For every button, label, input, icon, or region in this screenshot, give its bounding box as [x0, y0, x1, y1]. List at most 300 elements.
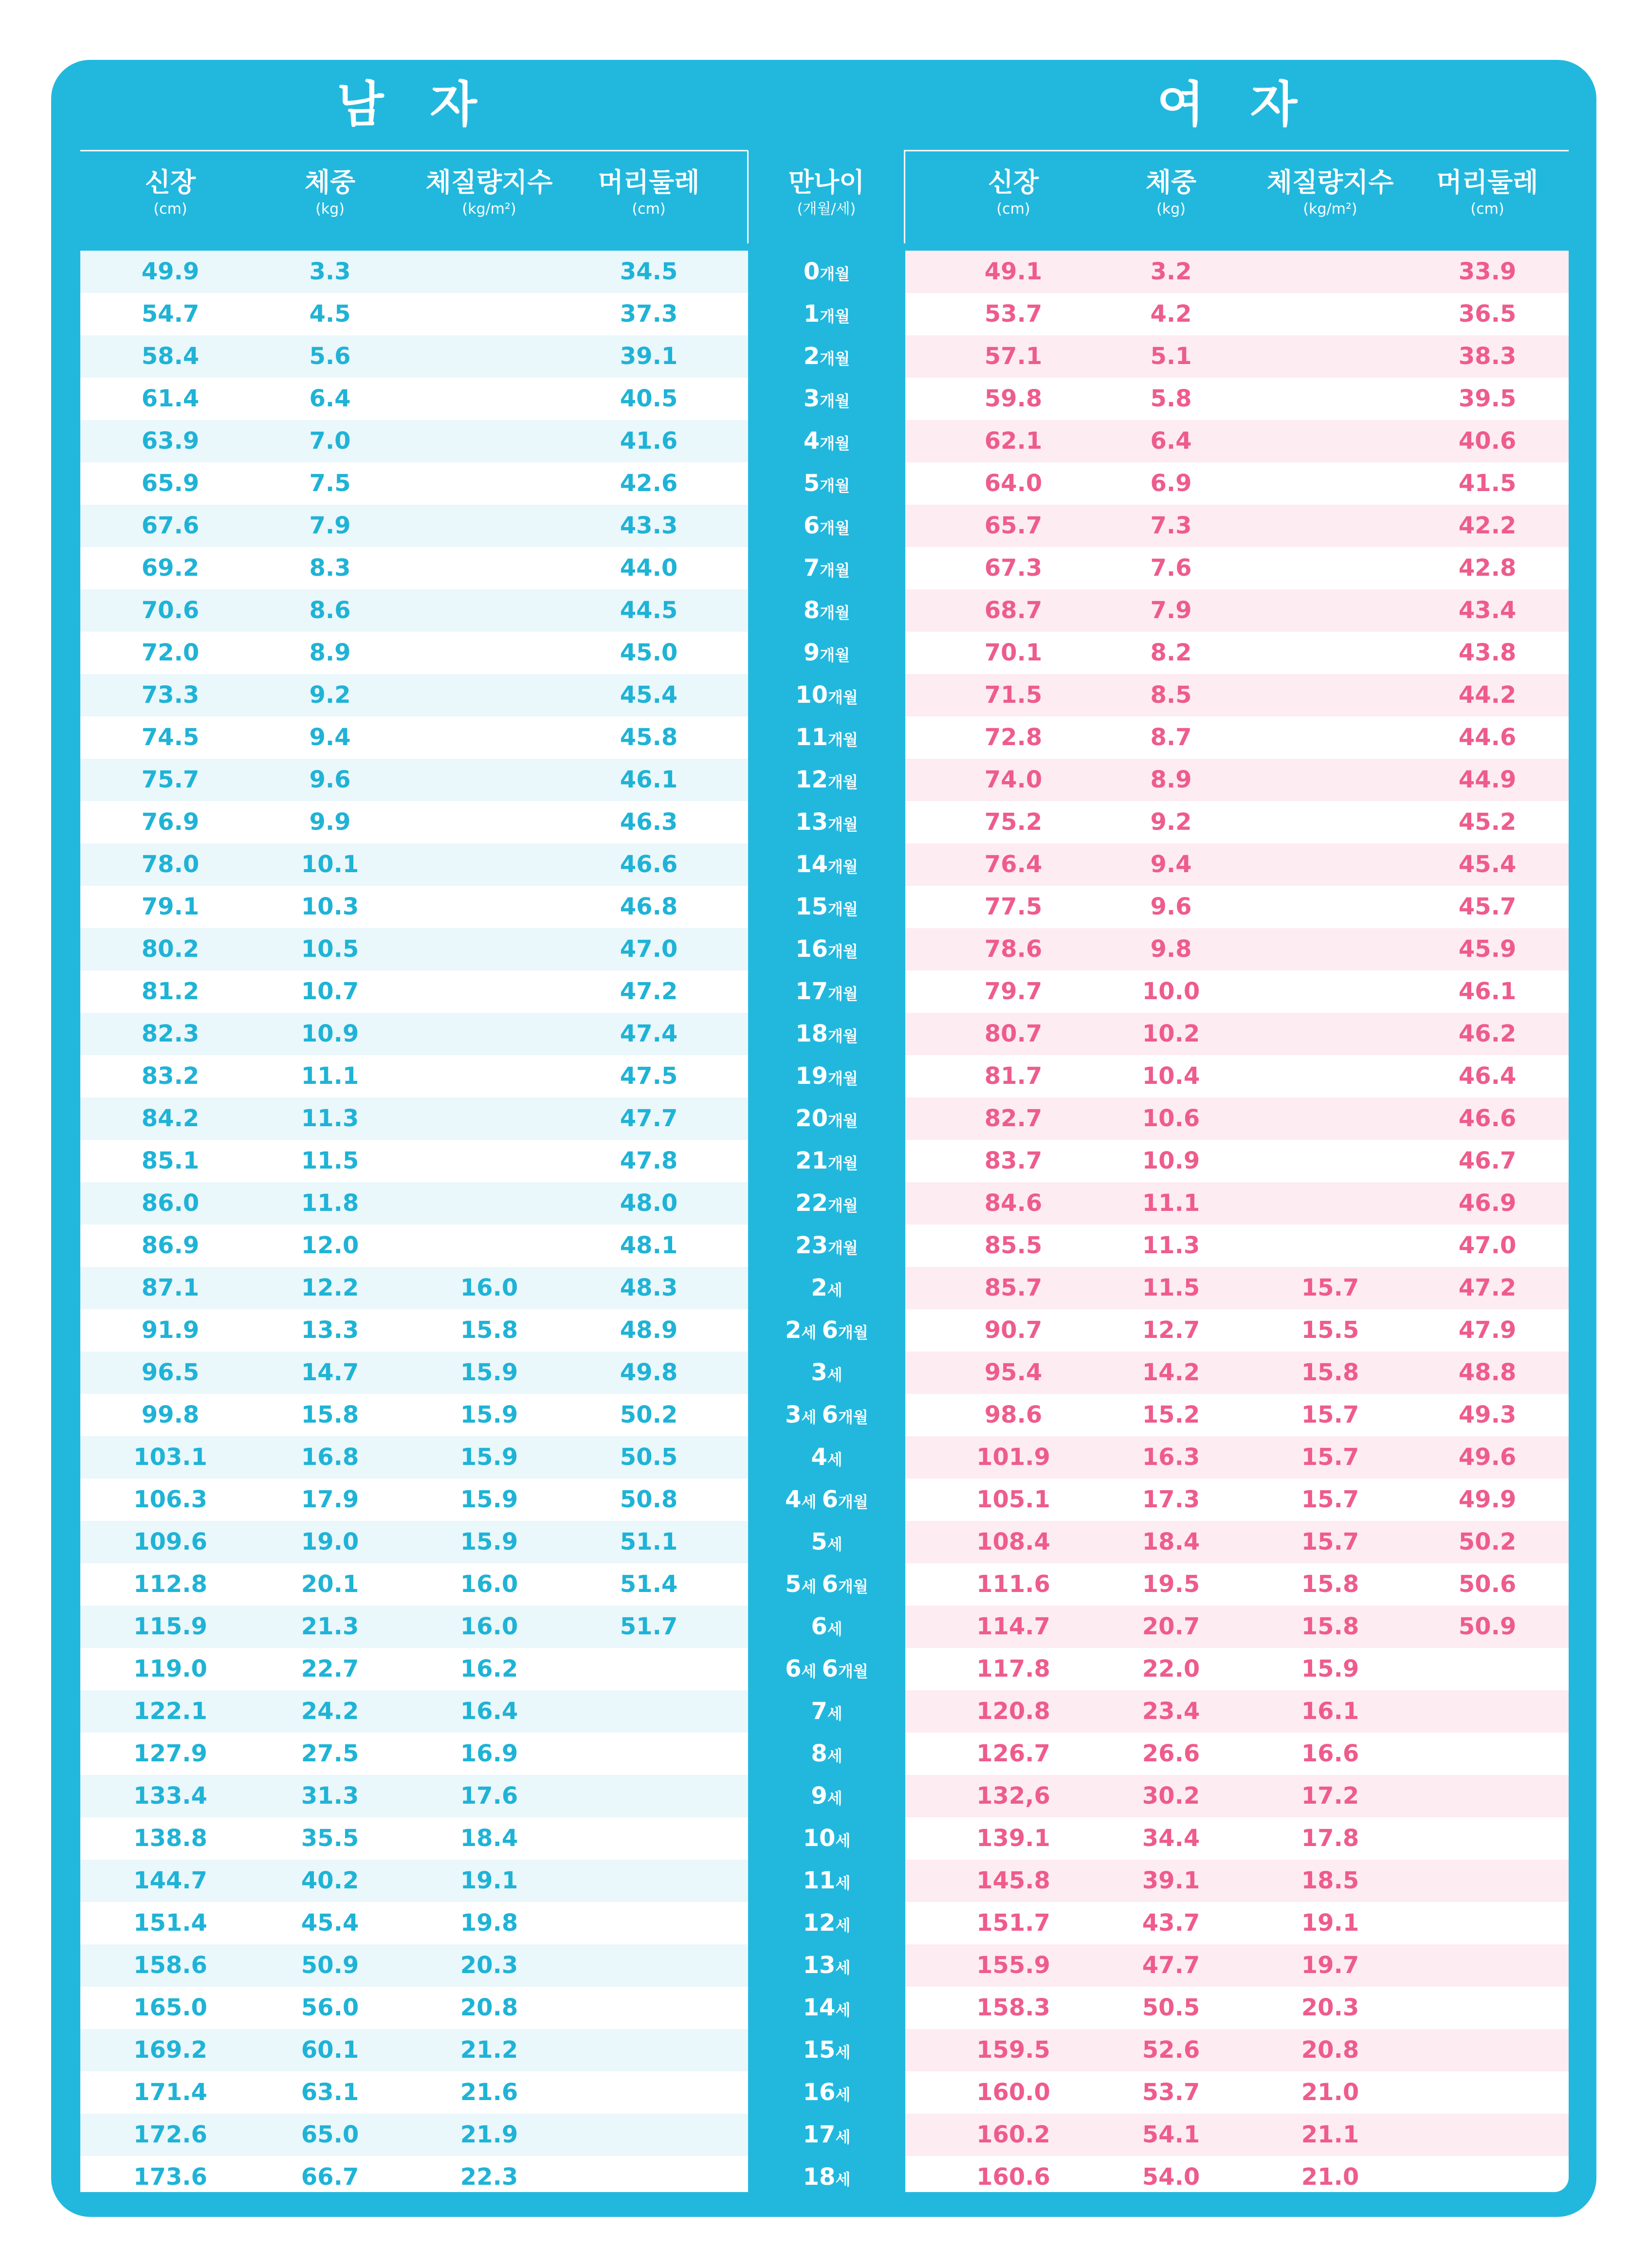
female-head-cell: 42.8 — [1458, 554, 1517, 582]
male-height-cell: 75.7 — [141, 766, 200, 793]
female-row — [905, 1225, 1569, 1267]
male-head-cell: 51.1 — [620, 1528, 678, 1555]
female-bmi-cell: 20.3 — [1301, 1994, 1359, 2021]
male-row — [80, 1817, 748, 1860]
female-height-cell: 160.6 — [976, 2163, 1050, 2191]
header-unit: (kg/m²) — [462, 201, 516, 218]
male-row — [80, 1309, 748, 1352]
male-row — [80, 632, 748, 674]
age-label — [748, 2029, 905, 2071]
male-header-bmi — [426, 165, 553, 219]
male-weight-cell: 14.7 — [301, 1359, 359, 1386]
female-weight-cell: 9.6 — [1150, 893, 1192, 920]
female-weight-cell: 16.3 — [1142, 1444, 1200, 1471]
male-bmi-cell: 21.9 — [460, 2121, 518, 2148]
age-unit: 개월 — [820, 434, 850, 453]
male-header-head — [598, 165, 700, 219]
female-row — [905, 928, 1569, 970]
male-row — [80, 843, 748, 886]
female-row — [905, 251, 1569, 293]
female-height-cell: 105.1 — [976, 1486, 1050, 1513]
age-number: 3 — [803, 385, 820, 412]
age-unit: 세 — [835, 2128, 851, 2146]
male-row — [80, 970, 748, 1013]
age-unit: 개월 — [838, 1577, 868, 1596]
female-weight-cell: 23.4 — [1142, 1698, 1200, 1725]
age-label — [748, 1733, 905, 1775]
female-weight-cell: 47.7 — [1142, 1952, 1200, 1979]
age-label — [748, 1352, 905, 1394]
female-bmi-cell: 19.1 — [1301, 1909, 1359, 1937]
age-unit: 개월 — [820, 646, 850, 664]
female-bmi-cell: 17.2 — [1301, 1782, 1359, 1810]
age-unit: 세 — [835, 2170, 851, 2189]
female-head-cell: 44.9 — [1458, 766, 1517, 793]
male-bmi-cell: 15.9 — [460, 1359, 518, 1386]
age-unit: 개월 — [827, 815, 858, 834]
age-label — [748, 759, 905, 801]
male-height-cell: 96.5 — [141, 1359, 200, 1386]
male-row — [80, 1182, 748, 1225]
age-number: 12 — [803, 1909, 836, 1937]
female-head-cell: 45.2 — [1458, 808, 1517, 836]
male-row — [80, 547, 748, 589]
male-row — [80, 1521, 748, 1563]
male-head-cell: 44.0 — [620, 554, 678, 582]
female-head-cell: 38.3 — [1458, 343, 1517, 370]
male-head-cell: 43.3 — [620, 512, 678, 539]
female-row — [905, 886, 1569, 928]
female-row — [905, 1309, 1569, 1352]
age-number: 6 — [785, 1655, 802, 1683]
male-row — [80, 1013, 748, 1055]
male-weight-cell: 27.5 — [301, 1740, 359, 1767]
female-weight-cell: 5.1 — [1150, 343, 1192, 370]
male-weight-cell: 11.3 — [301, 1105, 359, 1132]
male-height-cell: 106.3 — [133, 1486, 207, 1513]
age-label — [748, 632, 905, 674]
male-bmi-cell: 20.3 — [460, 1952, 518, 1979]
male-header-weight — [305, 165, 355, 219]
female-row — [905, 2156, 1569, 2192]
age-unit: 세 — [835, 2043, 851, 2062]
age-number: 7 — [803, 554, 820, 582]
female-row — [905, 1436, 1569, 1479]
male-row — [80, 1860, 748, 1902]
female-weight-cell: 19.5 — [1142, 1571, 1200, 1598]
male-row — [80, 1902, 748, 1944]
male-weight-cell: 56.0 — [301, 1994, 359, 2021]
age-unit: 개월 — [820, 561, 850, 580]
female-head-cell: 47.0 — [1458, 1232, 1517, 1259]
age-number: 15 — [795, 893, 828, 920]
female-row — [905, 462, 1569, 505]
female-head-cell: 48.8 — [1458, 1359, 1517, 1386]
male-weight-cell: 16.8 — [301, 1444, 359, 1471]
male-weight-cell: 21.3 — [301, 1613, 359, 1640]
female-head-cell: 41.5 — [1458, 470, 1517, 497]
female-height-cell: 71.5 — [984, 681, 1043, 709]
male-head-cell: 37.3 — [620, 300, 678, 328]
age-number: 2 — [811, 1274, 827, 1301]
female-weight-cell: 15.2 — [1142, 1401, 1200, 1428]
male-weight-cell: 10.7 — [301, 978, 359, 1005]
female-weight-cell: 52.6 — [1142, 2036, 1200, 2064]
male-weight-cell: 45.4 — [301, 1909, 359, 1937]
female-row — [905, 1013, 1569, 1055]
female-height-cell: 62.1 — [984, 427, 1043, 455]
male-weight-cell: 50.9 — [301, 1952, 359, 1979]
age-number: 2 — [803, 343, 820, 370]
age-label — [748, 970, 905, 1013]
male-head-cell: 45.0 — [620, 639, 678, 666]
male-weight-cell: 4.5 — [309, 300, 351, 328]
male-weight-cell: 15.8 — [301, 1401, 359, 1428]
age-label — [748, 1182, 905, 1225]
female-head-cell: 46.2 — [1458, 1020, 1517, 1047]
female-weight-cell: 53.7 — [1142, 2079, 1200, 2106]
female-head-cell: 46.1 — [1458, 978, 1517, 1005]
female-bmi-cell: 15.5 — [1301, 1317, 1359, 1344]
age-number: 8 — [811, 1740, 827, 1767]
male-head-cell: 48.1 — [620, 1232, 678, 1259]
age-number: 6 — [811, 1613, 827, 1640]
age-number: 11 — [795, 724, 828, 751]
male-weight-cell: 7.9 — [309, 512, 351, 539]
male-height-cell: 119.0 — [133, 1655, 207, 1683]
header-unit: (kg) — [1156, 201, 1186, 218]
age-number: 17 — [795, 978, 828, 1005]
male-bmi-cell: 16.0 — [460, 1571, 518, 1598]
female-weight-cell: 12.7 — [1142, 1317, 1200, 1344]
age-unit: 개월 — [827, 942, 858, 961]
female-weight-cell: 7.9 — [1150, 597, 1192, 624]
age-unit: 세 — [801, 1577, 822, 1596]
male-weight-cell: 8.3 — [309, 554, 351, 582]
male-height-cell: 72.0 — [141, 639, 200, 666]
female-height-cell: 70.1 — [984, 639, 1043, 666]
age-unit: 세 — [801, 1408, 822, 1427]
male-row — [80, 2156, 748, 2192]
female-bmi-cell: 21.1 — [1301, 2121, 1359, 2148]
female-row — [905, 2029, 1569, 2071]
male-weight-cell: 31.3 — [301, 1782, 359, 1810]
male-row — [80, 293, 748, 335]
female-height-cell: 68.7 — [984, 597, 1043, 624]
age-unit: 개월 — [838, 1323, 868, 1342]
male-bmi-cell: 18.4 — [460, 1825, 518, 1852]
male-row — [80, 335, 748, 378]
female-bmi-cell: 15.7 — [1301, 1274, 1359, 1301]
male-row — [80, 1225, 748, 1267]
male-head-cell: 40.5 — [620, 385, 678, 412]
male-height-cell: 85.1 — [141, 1147, 200, 1174]
male-head-cell: 50.8 — [620, 1486, 678, 1513]
male-weight-cell: 7.0 — [309, 427, 351, 455]
female-row — [905, 1690, 1569, 1733]
male-weight-cell: 9.9 — [309, 808, 351, 836]
female-weight-cell: 20.7 — [1142, 1613, 1200, 1640]
age-unit: 세 — [827, 1450, 842, 1469]
header-unit: (kg/m²) — [1303, 201, 1357, 218]
age-number: 4 — [785, 1486, 802, 1513]
male-bmi-cell: 15.9 — [460, 1528, 518, 1555]
male-height-cell: 70.6 — [141, 597, 200, 624]
female-row — [905, 1944, 1569, 1987]
female-row — [905, 1563, 1569, 1606]
female-row — [905, 2114, 1569, 2156]
age-label — [748, 1394, 905, 1436]
female-row — [905, 1817, 1569, 1860]
male-height-cell: 144.7 — [133, 1867, 207, 1894]
male-height-cell: 112.8 — [133, 1571, 207, 1598]
male-weight-cell: 10.1 — [301, 851, 359, 878]
age-number: 0 — [803, 258, 820, 285]
age-unit: 개월 — [820, 265, 850, 283]
age-unit: 개월 — [820, 519, 850, 537]
age-label — [748, 1944, 905, 1987]
age-unit: 세 — [801, 1323, 822, 1342]
male-row — [80, 674, 748, 716]
age-number: 6 — [822, 1571, 839, 1598]
female-row — [905, 1733, 1569, 1775]
age-label — [748, 1267, 905, 1309]
female-weight-cell: 18.4 — [1142, 1528, 1200, 1555]
age-unit: 세 — [827, 1535, 842, 1554]
age-label — [748, 335, 905, 378]
header-label: 체중 — [1145, 167, 1197, 198]
female-height-cell: 65.7 — [984, 512, 1043, 539]
male-row — [80, 1267, 748, 1309]
female-height-cell: 76.4 — [984, 851, 1043, 878]
age-number: 10 — [803, 1825, 836, 1852]
age-number: 16 — [803, 2079, 836, 2106]
male-head-cell: 47.2 — [620, 978, 678, 1005]
male-title: 남 자 — [336, 76, 492, 133]
male-head-cell: 34.5 — [620, 258, 678, 285]
age-label — [748, 1775, 905, 1817]
age-unit: 세 — [835, 2001, 851, 2019]
male-weight-cell: 5.6 — [309, 343, 351, 370]
female-row — [905, 1648, 1569, 1690]
female-bmi-cell: 15.7 — [1301, 1528, 1359, 1555]
age-unit: 개월 — [827, 1154, 858, 1172]
age-unit: 세 — [827, 1704, 842, 1723]
age-label — [748, 293, 905, 335]
age-number: 22 — [795, 1189, 828, 1217]
age-column-right-divider — [904, 151, 905, 243]
female-height-cell: 59.8 — [984, 385, 1043, 412]
age-unit: 세 — [835, 1874, 851, 1892]
male-weight-cell: 9.4 — [309, 724, 351, 751]
male-table — [80, 244, 748, 2192]
age-header — [788, 165, 865, 219]
female-height-cell: 53.7 — [984, 300, 1043, 328]
female-height-cell: 158.3 — [976, 1994, 1050, 2021]
header-unit: (개월/세) — [797, 201, 856, 218]
male-height-cell: 79.1 — [141, 893, 200, 920]
header-unit: (kg) — [315, 201, 345, 218]
female-head-cell: 44.2 — [1458, 681, 1517, 709]
male-row — [80, 1140, 748, 1182]
age-unit: 세 — [835, 1831, 851, 1850]
age-label — [748, 251, 905, 293]
age-unit: 개월 — [827, 1027, 858, 1045]
female-weight-cell: 5.8 — [1150, 385, 1192, 412]
male-head-cell: 51.7 — [620, 1613, 678, 1640]
male-weight-cell: 9.6 — [309, 766, 351, 793]
male-height-cell: 86.0 — [141, 1189, 200, 1217]
age-number: 19 — [795, 1062, 828, 1090]
female-head-cell: 49.9 — [1458, 1486, 1517, 1513]
age-number: 4 — [803, 427, 820, 455]
male-row — [80, 1648, 748, 1690]
male-height-cell: 109.6 — [133, 1528, 207, 1555]
male-height-cell: 151.4 — [133, 1909, 207, 1937]
age-unit: 개월 — [827, 858, 858, 876]
male-bmi-cell: 16.9 — [460, 1740, 518, 1767]
age-unit: 개월 — [827, 688, 858, 707]
female-height-cell: 84.6 — [984, 1189, 1043, 1217]
age-label — [748, 420, 905, 462]
female-bmi-cell: 15.8 — [1301, 1571, 1359, 1598]
age-unit: 세 — [827, 1366, 842, 1384]
male-bmi-cell: 16.4 — [460, 1698, 518, 1725]
male-head-cell: 47.0 — [620, 935, 678, 963]
female-weight-cell: 11.1 — [1142, 1189, 1200, 1217]
female-header-bmi — [1267, 165, 1394, 219]
male-height-cell: 58.4 — [141, 343, 200, 370]
age-label — [748, 378, 905, 420]
female-height-cell: 101.9 — [976, 1444, 1050, 1471]
male-height-cell: 76.9 — [141, 808, 200, 836]
age-number: 16 — [795, 935, 828, 963]
male-height-cell: 80.2 — [141, 935, 200, 963]
female-row — [905, 1352, 1569, 1394]
age-label — [748, 1013, 905, 1055]
female-head-cell: 46.9 — [1458, 1189, 1517, 1217]
female-weight-cell: 3.2 — [1150, 258, 1192, 285]
age-number: 6 — [822, 1655, 839, 1683]
header-label: 체중 — [304, 167, 356, 198]
male-weight-cell: 11.1 — [301, 1062, 359, 1090]
female-bmi-cell: 15.8 — [1301, 1359, 1359, 1386]
male-head-cell: 42.6 — [620, 470, 678, 497]
female-head-cell: 46.6 — [1458, 1105, 1517, 1132]
male-weight-cell: 7.5 — [309, 470, 351, 497]
male-height-cell: 78.0 — [141, 851, 200, 878]
female-height-cell: 132,6 — [976, 1782, 1050, 1810]
female-height-cell: 98.6 — [984, 1401, 1043, 1428]
female-row — [905, 505, 1569, 547]
male-height-cell: 67.6 — [141, 512, 200, 539]
male-head-cell: 45.8 — [620, 724, 678, 751]
female-bmi-cell: 15.8 — [1301, 1613, 1359, 1640]
female-weight-cell: 22.0 — [1142, 1655, 1200, 1683]
male-row — [80, 1733, 748, 1775]
male-height-cell: 99.8 — [141, 1401, 200, 1428]
female-height-cell: 82.7 — [984, 1105, 1043, 1132]
female-head-cell: 45.7 — [1458, 893, 1517, 920]
female-table — [905, 244, 1569, 2192]
male-height-cell: 122.1 — [133, 1698, 207, 1725]
female-height-cell: 120.8 — [976, 1698, 1050, 1725]
female-weight-cell: 6.4 — [1150, 427, 1192, 455]
female-row — [905, 759, 1569, 801]
age-number: 14 — [803, 1994, 836, 2021]
male-row — [80, 378, 748, 420]
female-head-cell: 45.9 — [1458, 935, 1517, 963]
female-weight-cell: 54.1 — [1142, 2121, 1200, 2148]
age-unit: 세 — [827, 1620, 842, 1638]
female-title-divider — [904, 150, 1569, 151]
female-row — [905, 589, 1569, 632]
age-column-left-divider — [747, 151, 749, 243]
female-weight-cell: 10.2 — [1142, 1020, 1200, 1047]
female-head-cell: 50.6 — [1458, 1571, 1517, 1598]
age-number: 13 — [803, 1952, 836, 1979]
age-number: 18 — [795, 1020, 828, 1047]
female-row — [905, 716, 1569, 759]
female-height-cell: 160.2 — [976, 2121, 1050, 2148]
male-height-cell: 83.2 — [141, 1062, 200, 1090]
male-height-cell: 63.9 — [141, 427, 200, 455]
age-label — [748, 1225, 905, 1267]
male-height-cell: 49.9 — [141, 258, 200, 285]
female-header-head — [1437, 165, 1538, 219]
header-unit: (cm) — [632, 201, 666, 218]
female-height-cell: 95.4 — [984, 1359, 1043, 1386]
male-height-cell: 61.4 — [141, 385, 200, 412]
female-weight-cell: 34.4 — [1142, 1825, 1200, 1852]
age-label — [748, 886, 905, 928]
female-row — [905, 843, 1569, 886]
male-row — [80, 1606, 748, 1648]
age-unit: 개월 — [838, 1493, 868, 1511]
female-weight-cell: 4.2 — [1150, 300, 1192, 328]
age-label — [748, 1055, 905, 1097]
male-weight-cell: 17.9 — [301, 1486, 359, 1513]
male-weight-cell: 11.8 — [301, 1189, 359, 1217]
male-row — [80, 1436, 748, 1479]
male-weight-cell: 12.2 — [301, 1274, 359, 1301]
female-height-cell: 114.7 — [976, 1613, 1050, 1640]
male-weight-cell: 9.2 — [309, 681, 351, 709]
age-label — [748, 1309, 905, 1352]
female-head-cell: 49.3 — [1458, 1401, 1517, 1428]
male-head-cell: 48.0 — [620, 1189, 678, 1217]
male-row — [80, 759, 748, 801]
female-row — [905, 632, 1569, 674]
female-weight-cell: 30.2 — [1142, 1782, 1200, 1810]
male-weight-cell: 3.3 — [309, 258, 351, 285]
female-bmi-cell: 17.8 — [1301, 1825, 1359, 1852]
female-row — [905, 1055, 1569, 1097]
female-height-cell: 160.0 — [976, 2079, 1050, 2106]
male-height-cell: 73.3 — [141, 681, 200, 709]
male-weight-cell: 20.1 — [301, 1571, 359, 1598]
age-number: 6 — [822, 1317, 839, 1344]
female-height-cell: 126.7 — [976, 1740, 1050, 1767]
female-height-cell: 139.1 — [976, 1825, 1050, 1852]
male-height-cell: 115.9 — [133, 1613, 207, 1640]
male-height-cell: 165.0 — [133, 1994, 207, 2021]
female-height-cell: 77.5 — [984, 893, 1043, 920]
age-number: 14 — [795, 851, 828, 878]
male-head-cell: 46.8 — [620, 893, 678, 920]
female-weight-cell: 9.8 — [1150, 935, 1192, 963]
female-height-cell: 64.0 — [984, 470, 1043, 497]
